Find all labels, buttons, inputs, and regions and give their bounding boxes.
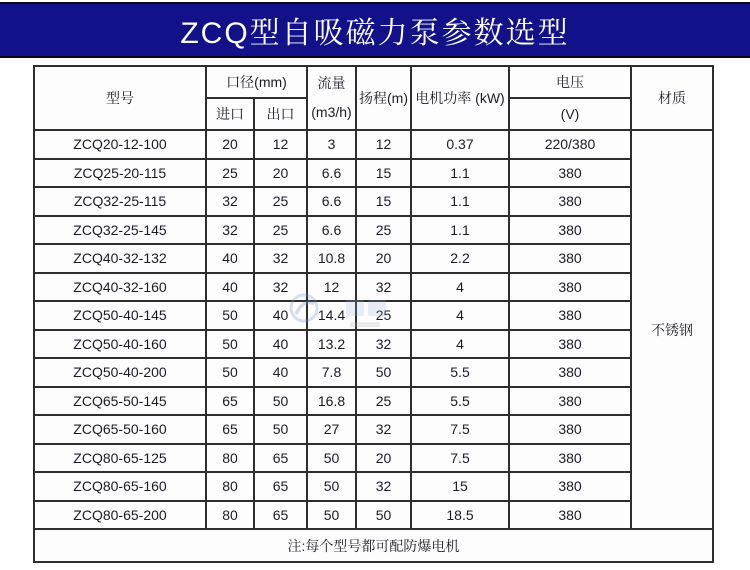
cell-power: 18.5	[411, 501, 509, 530]
cell-inlet: 65	[206, 387, 254, 416]
table-body	[34, 130, 713, 529]
cell-voltage: 380	[509, 301, 631, 330]
cell-flow: 14.4	[307, 301, 356, 330]
cell-voltage: 220/380	[509, 130, 631, 159]
cell-voltage: 380	[509, 216, 631, 245]
cell-inlet: 32	[206, 187, 254, 216]
cell-outlet: 65	[254, 501, 307, 530]
cell-inlet: 25	[206, 159, 254, 188]
header-model: 型号	[34, 66, 206, 130]
table-row	[34, 330, 713, 359]
cell-head: 25	[356, 216, 411, 245]
cell-head: 50	[356, 358, 411, 387]
cell-head: 32	[356, 415, 411, 444]
cell-voltage: 380	[509, 472, 631, 501]
table-row	[34, 159, 713, 188]
table-row	[34, 472, 713, 501]
cell-model: ZCQ50-40-200	[34, 358, 206, 387]
table-row	[34, 301, 713, 330]
cell-outlet: 20	[254, 159, 307, 188]
cell-model: ZCQ80-65-125	[34, 444, 206, 473]
cell-inlet: 32	[206, 216, 254, 245]
cell-power: 7.5	[411, 415, 509, 444]
cell-power: 0.37	[411, 130, 509, 159]
table-row	[34, 273, 713, 302]
cell-model: ZCQ40-32-132	[34, 244, 206, 273]
cell-model: ZCQ65-50-160	[34, 415, 206, 444]
header-head: 扬程(m)	[356, 66, 411, 130]
header-power: 电机功率 (kW)	[411, 66, 509, 130]
cell-outlet: 32	[254, 273, 307, 302]
cell-inlet: 80	[206, 472, 254, 501]
cell-outlet: 25	[254, 187, 307, 216]
cell-head: 20	[356, 444, 411, 473]
cell-voltage: 380	[509, 444, 631, 473]
header-inlet: 进口	[206, 98, 254, 130]
cell-voltage: 380	[509, 415, 631, 444]
title-banner	[0, 2, 750, 58]
cell-inlet: 50	[206, 358, 254, 387]
cell-model: ZCQ25-20-115	[34, 159, 206, 188]
cell-flow: 50	[307, 501, 356, 530]
cell-model: ZCQ50-40-145	[34, 301, 206, 330]
cell-head: 12	[356, 130, 411, 159]
cell-flow: 6.6	[307, 216, 356, 245]
cell-head: 15	[356, 159, 411, 188]
table-row	[34, 216, 713, 245]
table-row	[34, 501, 713, 530]
cell-model: ZCQ32-25-145	[34, 216, 206, 245]
cell-voltage: 380	[509, 159, 631, 188]
cell-power: 4	[411, 330, 509, 359]
cell-outlet: 50	[254, 415, 307, 444]
cell-voltage: 380	[509, 187, 631, 216]
cell-inlet: 50	[206, 301, 254, 330]
cell-head: 32	[356, 273, 411, 302]
cell-flow: 3	[307, 130, 356, 159]
cell-power: 5.5	[411, 387, 509, 416]
header-flow	[307, 66, 356, 130]
cell-flow: 6.6	[307, 187, 356, 216]
cell-power: 5.5	[411, 358, 509, 387]
cell-outlet: 12	[254, 130, 307, 159]
cell-head: 25	[356, 387, 411, 416]
header-flow-line1: 流量	[317, 75, 346, 91]
header-voltage-unit: (V)	[509, 98, 631, 130]
note-cell: 注:每个型号都可配防爆电机	[34, 529, 713, 562]
cell-flow: 27	[307, 415, 356, 444]
cell-model: ZCQ80-65-160	[34, 472, 206, 501]
cell-power: 15	[411, 472, 509, 501]
cell-model: ZCQ80-65-200	[34, 501, 206, 530]
cell-power: 1.1	[411, 159, 509, 188]
cell-power: 1.1	[411, 187, 509, 216]
cell-flow: 16.8	[307, 387, 356, 416]
cell-inlet: 40	[206, 244, 254, 273]
cell-material: 不锈钢	[631, 130, 713, 529]
table-row	[34, 444, 713, 473]
cell-inlet: 50	[206, 330, 254, 359]
table-row	[34, 187, 713, 216]
header-material: 材质	[631, 66, 713, 130]
table-header	[34, 66, 713, 130]
cell-power: 4	[411, 301, 509, 330]
cell-power: 1.1	[411, 216, 509, 245]
cell-voltage: 380	[509, 273, 631, 302]
cell-flow: 10.8	[307, 244, 356, 273]
table-footer	[34, 529, 713, 562]
cell-outlet: 25	[254, 216, 307, 245]
header-voltage: 电压	[509, 66, 631, 98]
cell-flow: 6.6	[307, 159, 356, 188]
cell-inlet: 80	[206, 444, 254, 473]
cell-voltage: 380	[509, 330, 631, 359]
header-flow-line2: (m3/h)	[311, 104, 352, 120]
cell-model: ZCQ32-25-115	[34, 187, 206, 216]
cell-head: 32	[356, 330, 411, 359]
cell-inlet: 20	[206, 130, 254, 159]
cell-head: 25	[356, 301, 411, 330]
cell-power: 2.2	[411, 244, 509, 273]
cell-outlet: 40	[254, 301, 307, 330]
cell-inlet: 80	[206, 501, 254, 530]
cell-model: ZCQ20-12-100	[34, 130, 206, 159]
cell-outlet: 40	[254, 358, 307, 387]
cell-outlet: 32	[254, 244, 307, 273]
cell-outlet: 40	[254, 330, 307, 359]
cell-outlet: 65	[254, 444, 307, 473]
cell-flow: 12	[307, 273, 356, 302]
page-title: ZCQ型自吸磁力泵参数选型	[180, 17, 570, 50]
header-outlet: 出口	[254, 98, 307, 130]
cell-voltage: 380	[509, 244, 631, 273]
header-diameter-group: 口径(mm)	[206, 66, 307, 98]
cell-power: 7.5	[411, 444, 509, 473]
cell-model: ZCQ40-32-160	[34, 273, 206, 302]
pump-spec-table	[33, 65, 714, 563]
cell-head: 15	[356, 187, 411, 216]
cell-model: ZCQ50-40-160	[34, 330, 206, 359]
cell-outlet: 65	[254, 472, 307, 501]
table-row	[34, 358, 713, 387]
table-row	[34, 130, 713, 159]
cell-inlet: 65	[206, 415, 254, 444]
cell-flow: 7.8	[307, 358, 356, 387]
table-row	[34, 415, 713, 444]
cell-flow: 50	[307, 472, 356, 501]
cell-power: 4	[411, 273, 509, 302]
cell-inlet: 40	[206, 273, 254, 302]
cell-head: 50	[356, 501, 411, 530]
cell-flow: 50	[307, 444, 356, 473]
cell-model: ZCQ65-50-145	[34, 387, 206, 416]
cell-voltage: 380	[509, 501, 631, 530]
table-row	[34, 387, 713, 416]
cell-head: 20	[356, 244, 411, 273]
cell-head: 32	[356, 472, 411, 501]
cell-voltage: 380	[509, 358, 631, 387]
cell-voltage: 380	[509, 387, 631, 416]
cell-flow: 13.2	[307, 330, 356, 359]
cell-outlet: 50	[254, 387, 307, 416]
table-row	[34, 244, 713, 273]
